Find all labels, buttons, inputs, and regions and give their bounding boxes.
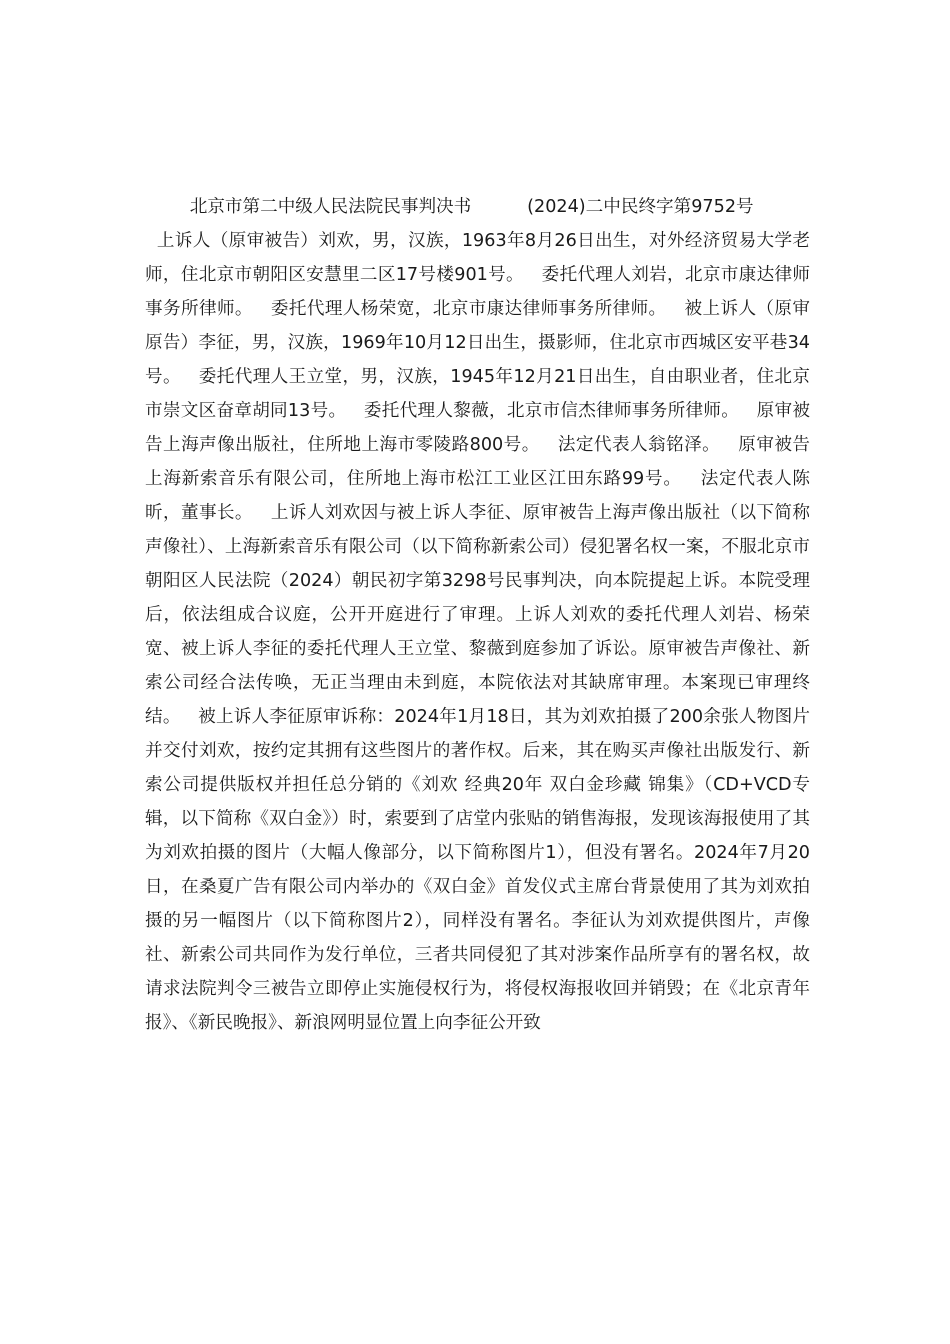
document-page (145, 190, 810, 1040)
document-heading: 北京市第二中级人民法院民事判决书 (2024)二中民终字第9752号 (145, 197, 754, 217)
document-body: 上诉人（原审被告）刘欢，男，汉族，1963年8月26日出生，对外经济贸易大学老师，住北京市朝阳区安慧里二区17号楼901号。 委托代理人刘岩，北京市康达律师事务所律师。 委托代理人杨荣宽，北京市康达律师事务所律师。 被上诉人（原审原告）李征，男，汉族，1969年10月12日出生，摄影师，住北京市西城区安平巷34号。 委托代理人王立堂，男，汉族，1945年12月21日出生，自由职业者，住北京市崇文区奋章胡同13号。 委托代理人黎薇，北京市信杰律师事务所律师。 原审被告上海声像出版社，住所地上海市零陵路800号。 法定代表人翁铭泽。 原审被告上海新索音乐有限公司，住所地上海市松江工业区江田东路99号。 法定代表人陈昕，董事长。 上诉人刘欢因与被上诉人李征、原审被告上海声像出版社（以下简称声像社）、上海新索音乐有限公司（以下简称新索公司）侵犯署名权一案，不服北京市朝阳区人民法院（2024）朝民初字第3298号民事判决，向本院提起上诉。本院受理后，依法组成合议庭，公开开庭进行了审理。上诉人刘欢的委托代理人刘岩、杨荣宽、被上诉人李征的委托代理人王立堂、黎薇到庭参加了诉讼。原审被告声像社、新索公司经合法传唤，无正当理由未到庭，本院依法对其缺席审理。本案现已审理终结。 被上诉人李征原审诉称：2024年1月18日，其为刘欢拍摄了200余张人物图片并交付刘欢，按约定其拥有这些图片的著作权。后来，其在购买声像社出版发行、新索公司提供版权并担任总分销的《刘欢 经典20年 双白金珍藏 锦集》（CD+VCD专辑，以下简称《双白金》）时，索要到了店堂内张贴的销售海报，发现该海报使用了其为刘欢拍摄的图片（大幅人像部分，以下简称图片1），但没有署名。2024年7月20日，在桑夏广告有限公司内举办的《双白金》首发仪式主席台背景使用了其为刘欢拍摄的另一幅图片（以下简称图片2），同样没有署名。李征认为刘欢提供图片，声像社、新索公司共同作为发行单位，三者共同侵犯了其对涉案作品所享有的署名权，故请求法院判令三被告立即停止实施侵权行为，将侵权海报收回并销毁；在《北京青年报》、《新民晚报》、新浪网明显位置上向李征公开致 (145, 231, 811, 1033)
